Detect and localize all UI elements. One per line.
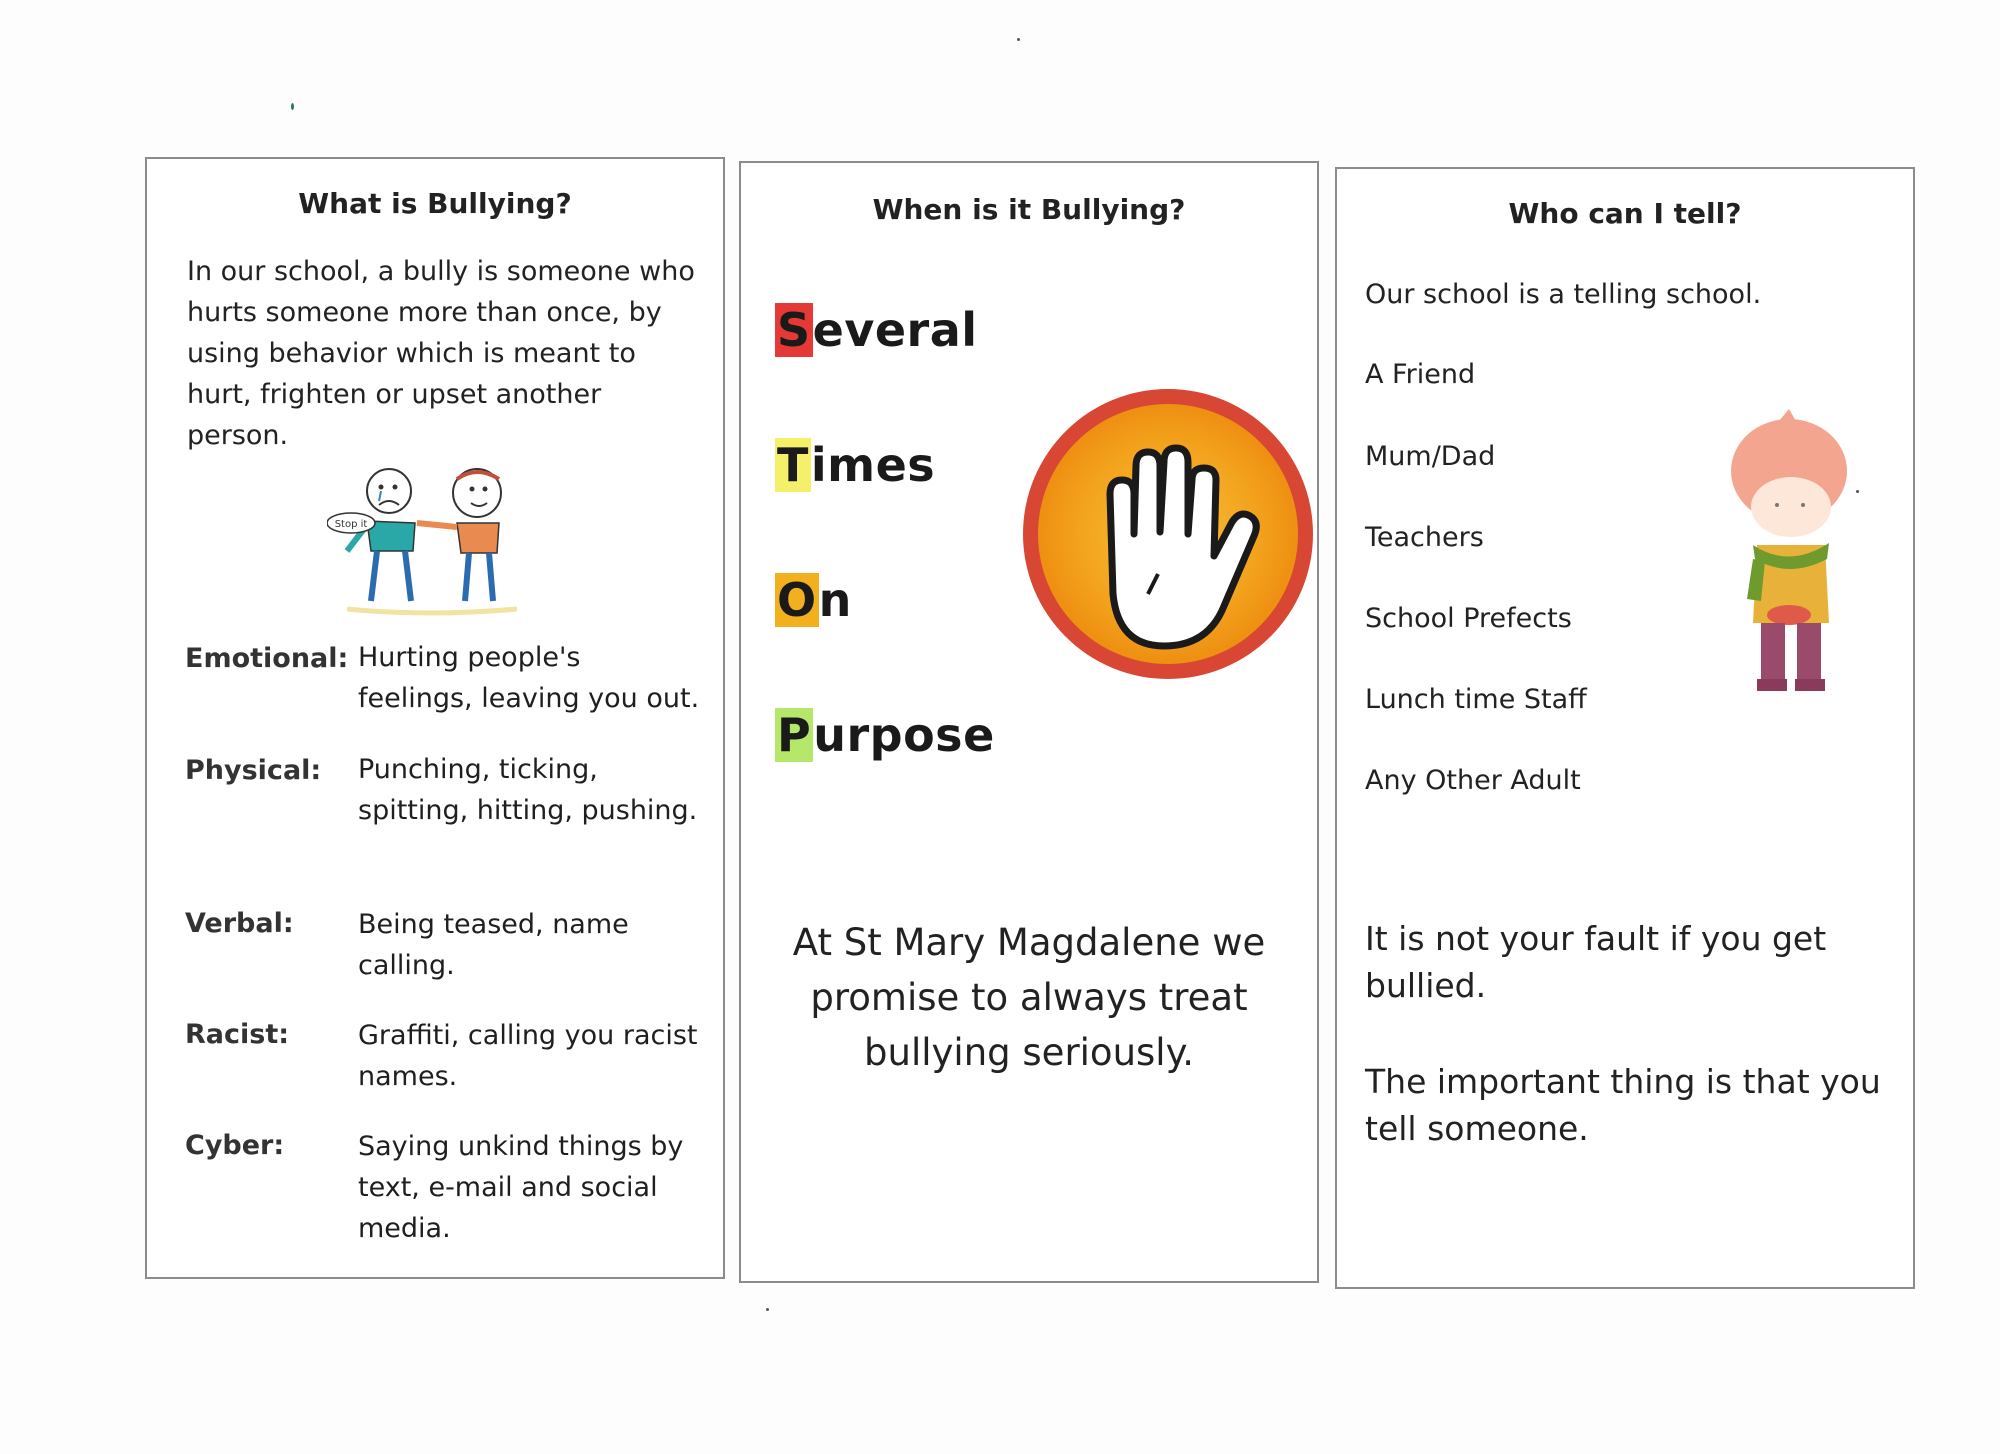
acronym-word-several [775,303,978,357]
acronym-letter: S [777,303,811,357]
tell-person-other-adult: Any Other Adult [1365,765,1581,796]
type-desc-emotional: Hurting people's feelings, leaving you out. [358,642,700,714]
acronym-rest: urpose [813,708,995,762]
acronym-rest: everal [812,303,978,357]
panel-title: What is Bullying? [298,187,572,220]
acronym-rest: n [818,573,852,627]
tell-person-parents: Mum/Dad [1365,441,1496,472]
type-desc-racist: Graffiti, calling you racist names. [358,1020,698,1092]
type-label-emotional: Emotional: [185,643,349,674]
type-label-cyber: Cyber: [185,1130,285,1161]
acronym-word-purpose [775,708,995,762]
scan-speck [1856,490,1859,493]
acronym-letter: T [777,438,809,492]
type-desc-verbal: Being teased, name calling. [358,909,629,981]
type-desc-cyber: Saying unkind things by text, e-mail and social media. [358,1131,684,1244]
scan-speck [1017,38,1020,41]
what-is-bullying-panel [145,157,725,1279]
stop-hand-icon [1018,384,1318,684]
bully-definition: In our school, a bully is someone who hurts someone more than once, by using behavior which is meant to hurt, frighten or upset another person. [187,256,695,451]
acronym-word-on [775,573,852,627]
tell-person-prefects: School Prefects [1365,603,1572,634]
telling-school-intro: Our school is a telling school. [1365,279,1762,310]
panel-title: Who can I tell? [1508,197,1742,230]
tell-person-teachers: Teachers [1365,522,1484,553]
tell-person-lunch-staff: Lunch time Staff [1365,684,1587,715]
scan-speck [291,103,294,110]
promise-statement: At St Mary Magdalene we promise to always treat bullying seriously. [792,921,1266,1074]
when-is-it-bullying-panel [739,161,1319,1283]
type-desc-physical: Punching, ticking, spitting, hitting, pushing. [358,754,698,826]
type-label-racist: Racist: [185,1019,290,1050]
not-your-fault-text: It is not your fault if you get bullied. [1365,919,1827,1005]
panel-title: When is it Bullying? [872,193,1186,226]
who-can-i-tell-panel [1335,167,1915,1289]
drawing-speech-text: Stop it [334,519,368,530]
acronym-word-times [775,438,935,492]
type-label-physical: Physical: [185,755,322,786]
sad-child-illustration [1717,409,1867,699]
acronym-letter: P [777,708,812,762]
bullying-drawing-illustration [327,461,527,621]
scan-speck [766,1308,769,1311]
tell-someone-text: The important thing is that you tell someone. [1365,1062,1881,1148]
tell-person-friend: A Friend [1365,359,1476,390]
acronym-letter: O [777,573,817,627]
type-label-verbal: Verbal: [185,908,294,939]
acronym-rest: imes [810,438,936,492]
